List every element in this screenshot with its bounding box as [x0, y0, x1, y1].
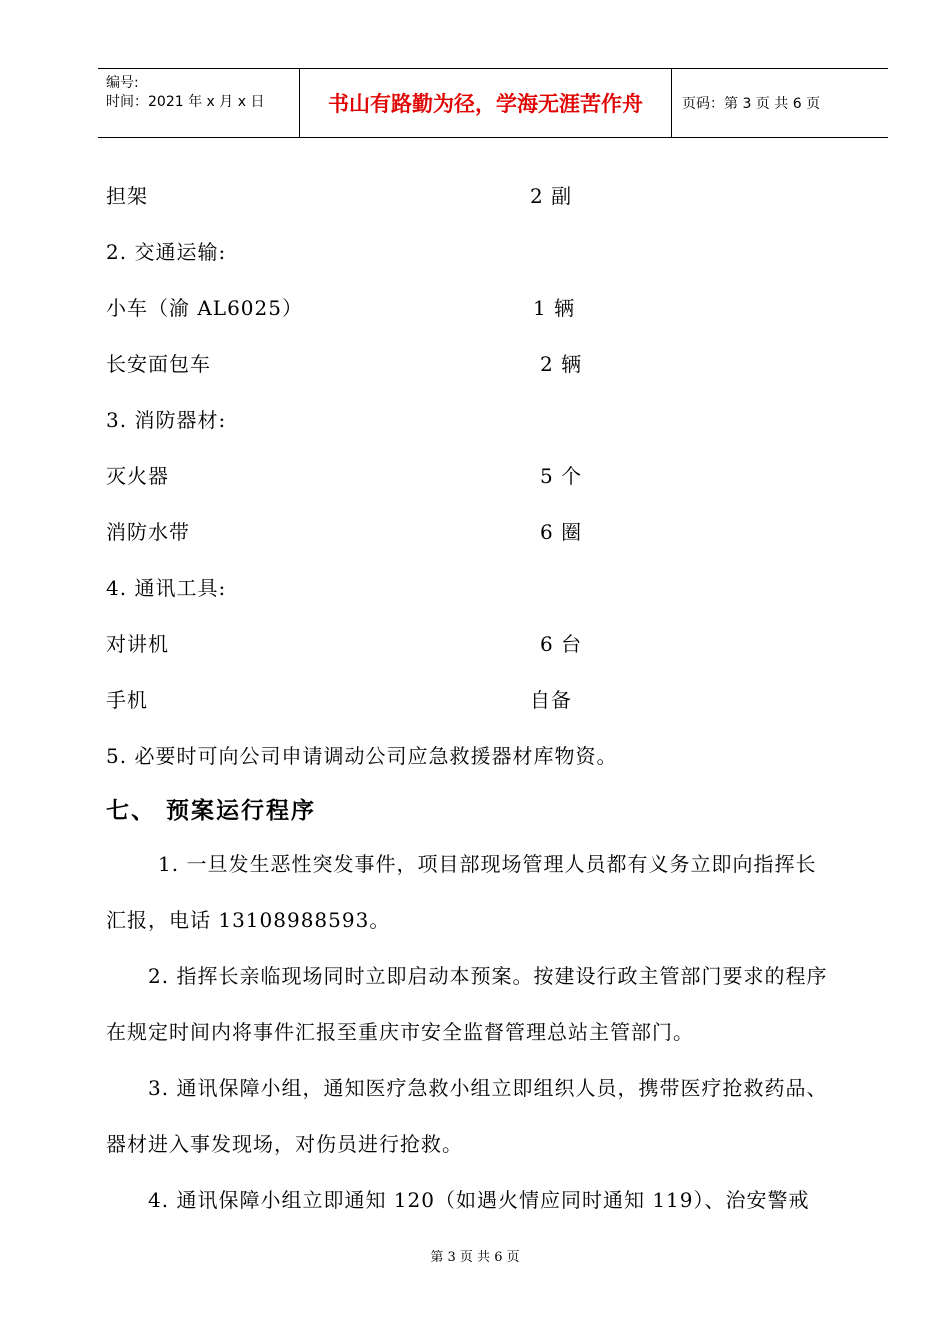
paragraph: 4. 通讯保障小组立即通知 120（如遇火情应同时通知 119）、治安警戒: [148, 1188, 810, 1212]
page-header: [98, 68, 888, 138]
header-meta: [98, 69, 300, 137]
list-item-name: 4. 通讯工具:: [106, 576, 227, 600]
paragraph: 2. 指挥长亲临现场同时立即启动本预案。按建设行政主管部门要求的程序在规定时间内将事件汇报至重庆市安全监督管理总站主管部门。: [106, 964, 828, 1044]
list-item-name: 5. 必要时可向公司申请调动公司应急救援器材库物资。: [106, 744, 618, 768]
list-item-qty: 自备: [530, 688, 572, 712]
list-item-name: 消防水带: [106, 520, 190, 544]
list-item-qty: 1 辆: [533, 296, 576, 320]
list-item-name: 担架: [106, 184, 148, 208]
paragraph: 1. 一旦发生恶性突发事件，项目部现场管理人员都有义务立即向指挥长汇报，电话 13108988593。: [106, 852, 817, 932]
list-item-qty: 5 个: [540, 464, 583, 488]
paragraph: 3. 通讯保障小组，通知医疗急救小组立即组织人员，携带医疗抢救药品、器材进入事发现场，对伤员进行抢救。: [106, 1076, 828, 1156]
section-heading: 七、 预案运行程序: [106, 798, 317, 824]
header-page-label: 页码：第 3 页 共 6 页: [682, 96, 821, 112]
list-item-name: 3. 消防器材:: [106, 408, 227, 432]
code-label: 编号:: [106, 75, 139, 91]
page-footer: [0, 1246, 950, 1265]
header-motto: 书山有路勤为径，学海无涯苦作舟: [300, 69, 672, 137]
list-item-name: 对讲机: [106, 632, 169, 656]
list-item-name: 2. 交通运输:: [106, 240, 227, 264]
list-item-name: 小车（渝 AL6025）: [106, 296, 303, 320]
list-item-qty: 2 副: [530, 184, 573, 208]
footer-page-number: 第 3 页 共 6 页: [430, 1250, 520, 1265]
list-item-qty: 2 辆: [540, 352, 583, 376]
list-item-qty: 6 圈: [540, 520, 583, 544]
list-item-name: 灭火器: [106, 464, 169, 488]
list-item-name: 手机: [106, 688, 148, 712]
time-label: 时间：2021 年 x 月 x 日: [106, 94, 265, 110]
list-item-name: 长安面包车: [106, 352, 211, 376]
list-item-qty: 6 台: [540, 632, 583, 656]
